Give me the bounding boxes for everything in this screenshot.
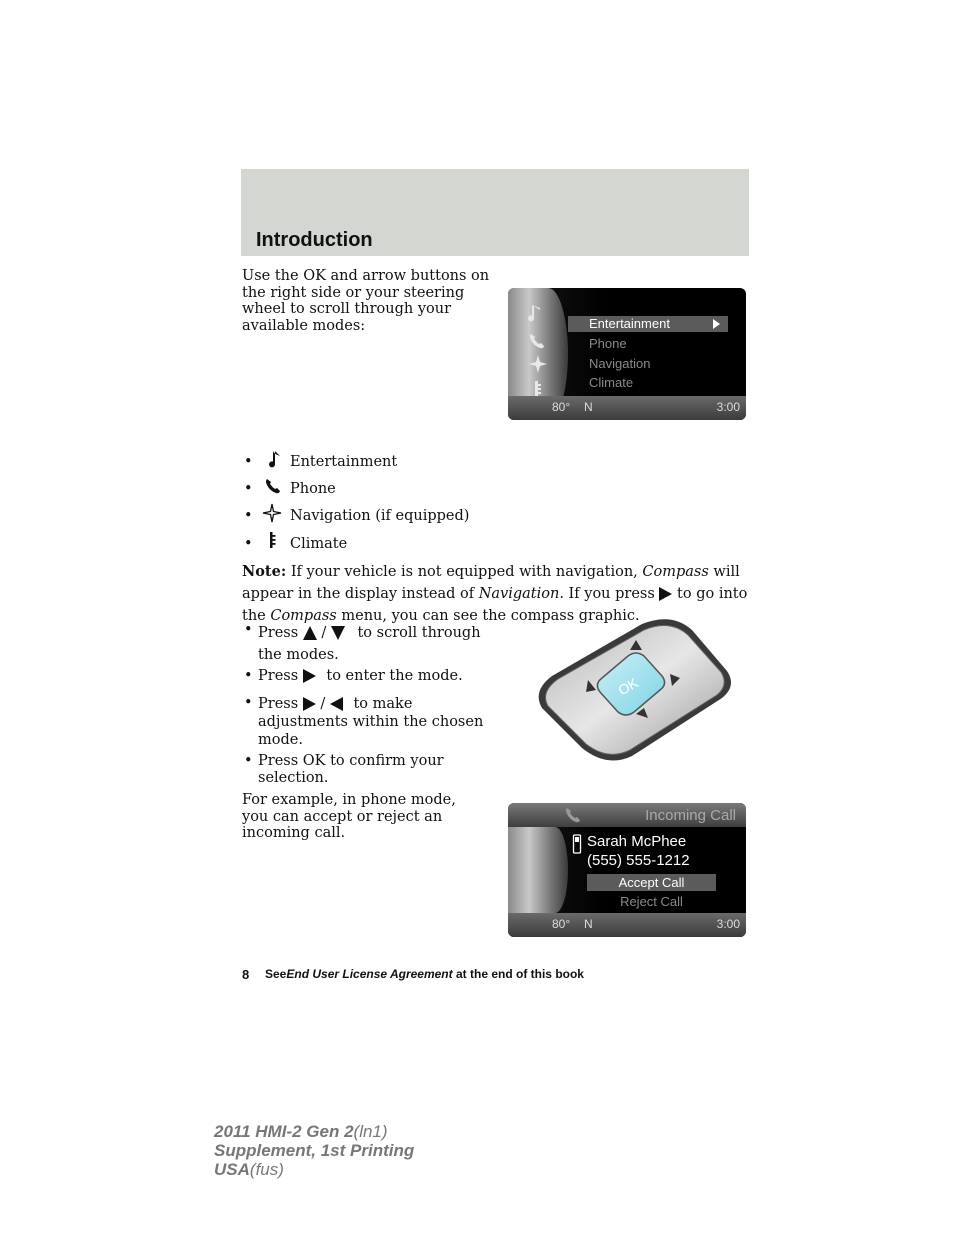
list-item: • Climate [244, 534, 347, 554]
left-arrow-icon [330, 697, 343, 711]
print-info-line: USA(fus) [214, 1160, 284, 1179]
call-title: Incoming Call [645, 807, 736, 824]
mode-menu-display [508, 288, 746, 420]
example-paragraph: For example, in phone mode, you can accept or reject an incoming call. [242, 792, 456, 841]
license-reference: SeeEnd User License Agreement at the end of this book [265, 967, 584, 981]
music-note-icon [528, 304, 544, 324]
status-temperature: 80° [552, 917, 571, 931]
status-time: 3:00 [716, 400, 740, 414]
intro-paragraph: Use the OK and arrow buttons on the right side or your steering wheel to scroll through your available modes: [242, 268, 490, 334]
display-bezel [508, 827, 568, 913]
compass-star-icon [262, 503, 282, 523]
menu-item-phone[interactable]: Phone [589, 336, 627, 351]
menu-item-climate[interactable]: Climate [589, 375, 634, 390]
menu-item-navigation[interactable]: Navigation [589, 356, 651, 371]
navigation-note: Note: If your vehicle is not equipped with navigation, Compass will appear in the display instead of Navigation. If you press to go into the Compass menu, you can see the compass graphic. [242, 563, 748, 624]
mode-label: Phone [290, 481, 336, 497]
accept-call-button[interactable]: Accept Call [587, 874, 716, 891]
menu-item-label: Entertainment [589, 316, 670, 331]
print-info-line: 2011 HMI-2 Gen 2(ln1) [214, 1122, 388, 1141]
incoming-call-display [508, 803, 746, 937]
right-arrow-icon [303, 697, 316, 711]
display-status-bar [508, 396, 746, 420]
display-status-bar [508, 913, 746, 937]
menu-item-entertainment[interactable] [568, 316, 728, 332]
right-arrow-icon [303, 669, 316, 683]
phone-icon [528, 332, 546, 350]
ok-button-label: OK [615, 674, 641, 699]
section-title: Introduction [256, 229, 373, 251]
down-arrow-icon [331, 626, 345, 640]
license-link: End User License Agreement [286, 967, 453, 981]
call-title-bar [508, 803, 746, 827]
list-item: • Entertainment [244, 452, 397, 472]
thermometer-icon [268, 531, 278, 551]
reject-call-button[interactable]: Reject Call [620, 894, 683, 909]
list-item: • Phone [244, 479, 336, 499]
caller-name: Sarah McPhee [587, 833, 687, 850]
phone-icon [264, 477, 282, 495]
print-info-line: Supplement, 1st Printing [214, 1141, 415, 1160]
status-time: 3:00 [716, 917, 740, 931]
page-number: 8 [242, 967, 250, 982]
phone-icon [564, 806, 582, 824]
caller-number: (555) 555-1212 [587, 852, 690, 869]
status-heading: N [584, 400, 593, 414]
mode-label: Navigation (if equipped) [290, 508, 470, 524]
up-arrow-icon [303, 626, 317, 640]
section-header [241, 169, 749, 256]
status-temperature: 80° [552, 400, 571, 414]
mode-label: Entertainment [290, 454, 398, 470]
steering-wheel-keypad [522, 616, 742, 766]
list-item: • Navigation (if equipped) [244, 506, 469, 526]
compass-star-icon [528, 354, 548, 374]
status-heading: N [584, 917, 593, 931]
mode-label: Climate [290, 536, 348, 552]
right-arrow-icon [659, 587, 672, 601]
play-arrow-icon [713, 319, 720, 329]
note-label: Note: [242, 563, 287, 580]
cell-phone-icon [572, 834, 582, 854]
music-note-icon [268, 450, 282, 470]
